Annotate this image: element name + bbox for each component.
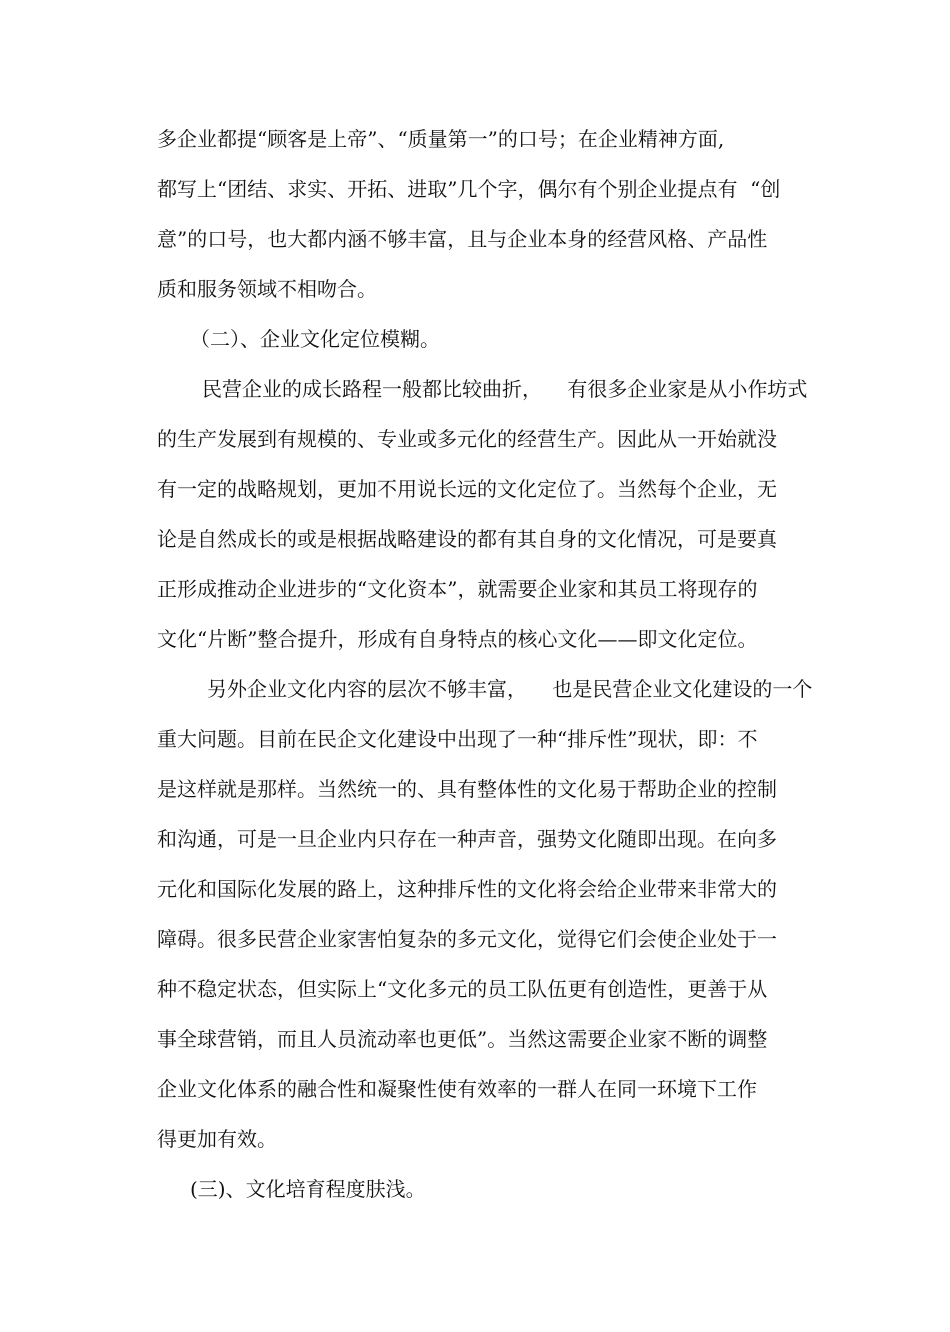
text-line: 都写上“团结、求实、开拓、进取”几个字，偶尔有个别企业提点有 “创: [157, 177, 781, 201]
text-line: 得更加有效。: [157, 1127, 277, 1151]
text-line: 质和服务领域不相吻合。: [157, 277, 377, 301]
text-line: 的生产发展到有规模的、专业或多元化的经营生产。因此从一开始就没: [157, 427, 777, 451]
section-heading: （二）、企业文化定位模糊。: [190, 327, 440, 351]
text-line: 重大问题。目前在民企文化建设中出现了一种“排斥性”现状，即：不: [157, 727, 758, 751]
text-line: 障碍。很多民营企业家害怕复杂的多元文化，觉得它们会使企业处于一: [157, 927, 777, 951]
text-line: 民营企业的成长路程一般都比较曲折， 有很多企业家是从小作坊式: [202, 377, 808, 401]
text-line: 文化“片断”整合提升，形成有自身特点的核心文化——即文化定位。: [157, 627, 758, 651]
text-line: 事全球营销，而且人员流动率也更低”。当然这需要企业家不断的调整: [157, 1027, 768, 1051]
text-line: 正形成推动企业进步的“文化资本”，就需要企业家和其员工将现存的: [157, 577, 758, 601]
text-line: 是这样就是那样。当然统一的、具有整体性的文化易于帮助企业的控制: [157, 777, 777, 801]
text-line: 另外企业文化内容的层次不够丰富， 也是民营企业文化建设的一个: [207, 677, 813, 701]
text-line: 企业文化体系的融合性和凝聚性使有效率的一群人在同一环境下工作: [157, 1077, 757, 1101]
text-line: 多企业都提“顾客是上帝”、“质量第一”的口号；在企业精神方面,: [157, 127, 725, 151]
text-line: 有一定的战略规划，更加不用说长远的文化定位了。当然每个企业，无: [157, 477, 777, 501]
text-line: 和沟通，可是一旦企业内只存在一种声音，强势文化随即出现。在向多: [157, 827, 777, 851]
text-line: 元化和国际化发展的路上，这种排斥性的文化将会给企业带来非常大的: [157, 877, 777, 901]
text-line: 意”的口号，也大都内涵不够丰富，且与企业本身的经营风格、产品性: [157, 227, 768, 251]
section-heading: (三)、文化培育程度肤浅。: [190, 1177, 426, 1201]
text-line: 论是自然成长的或是根据战略建设的都有其自身的文化情况，可是要真: [157, 527, 777, 551]
text-line: 种不稳定状态，但实际上“文化多元的员工队伍更有创造性，更善于从: [157, 977, 768, 1001]
